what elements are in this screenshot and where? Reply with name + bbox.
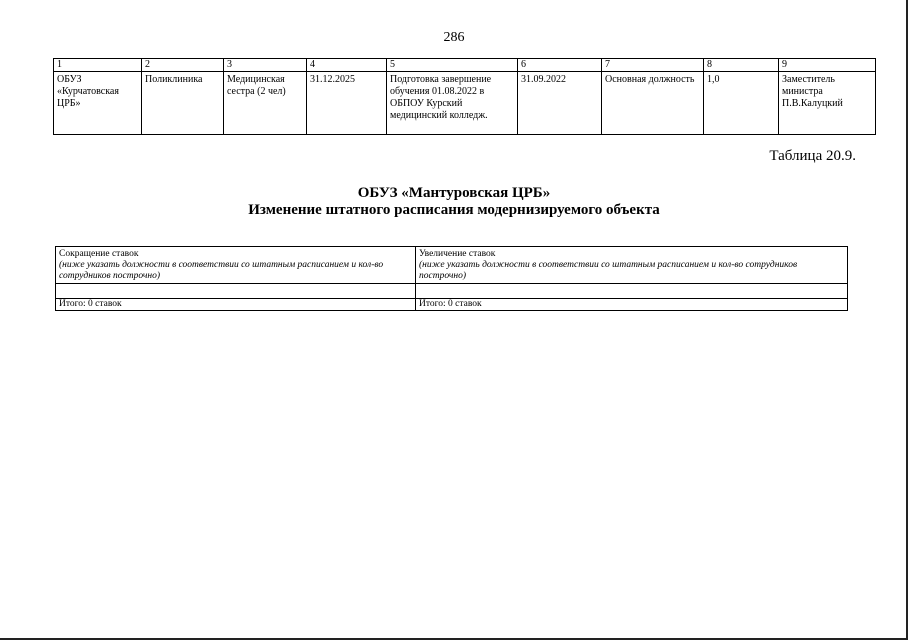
increase-header-cell (416, 247, 848, 284)
page-number: 286 (443, 30, 465, 45)
staff-table-header-row (56, 247, 848, 284)
reduce-header: Сокращение ставок (59, 249, 139, 259)
cell-unit: Поликлиника (142, 72, 224, 135)
increase-header: Увеличение ставок (419, 249, 496, 259)
column-header: 8 (704, 59, 779, 72)
staff-changes-table (55, 246, 848, 311)
empty-row (56, 284, 848, 299)
table-header-row (54, 59, 876, 72)
column-header: 7 (602, 59, 704, 72)
cell-position: Медицинская сестра (2 чел) (224, 72, 307, 135)
total-row (56, 299, 848, 311)
cell-action: Подготовка завершение обучения 01.08.2022 в ОБПОУ Курский медицинский колледж. (387, 72, 518, 135)
increase-note: (ниже указать должности в соответствии со штатным расписанием и кол-во сотрудников построчно) (419, 260, 798, 281)
column-header: 1 (54, 59, 142, 72)
table-row (54, 72, 876, 135)
cell-date: 31.12.2025 (307, 72, 387, 135)
cell-post-type: Основная должность (602, 72, 704, 135)
cell-responsible: Заместитель министра П.В.Калуцкий (779, 72, 876, 135)
cell-organization: ОБУЗ «Курчатовская ЦРБ» (54, 72, 142, 135)
column-header: 5 (387, 59, 518, 72)
section-subtitle: Изменение штатного расписания модернизируемого объекта (248, 202, 660, 218)
column-header: 3 (224, 59, 307, 72)
table-caption: Таблица 20.9. (769, 148, 856, 164)
column-header: 9 (779, 59, 876, 72)
column-header: 2 (142, 59, 224, 72)
reduce-header-cell (56, 247, 416, 284)
increase-total: Итого: 0 ставок (416, 299, 848, 311)
section-title: ОБУЗ «Мантуровская ЦРБ» (357, 185, 551, 201)
empty-cell (56, 284, 416, 299)
column-header: 4 (307, 59, 387, 72)
empty-cell (416, 284, 848, 299)
cell-date2: 31.09.2022 (518, 72, 602, 135)
column-header: 6 (518, 59, 602, 72)
cell-rate: 1,0 (704, 72, 779, 135)
reduce-note: (ниже указать должности в соответствии со штатным расписанием и кол-во сотрудников построчно) (59, 260, 384, 281)
reduce-total: Итого: 0 ставок (56, 299, 416, 311)
measures-table (53, 58, 876, 135)
